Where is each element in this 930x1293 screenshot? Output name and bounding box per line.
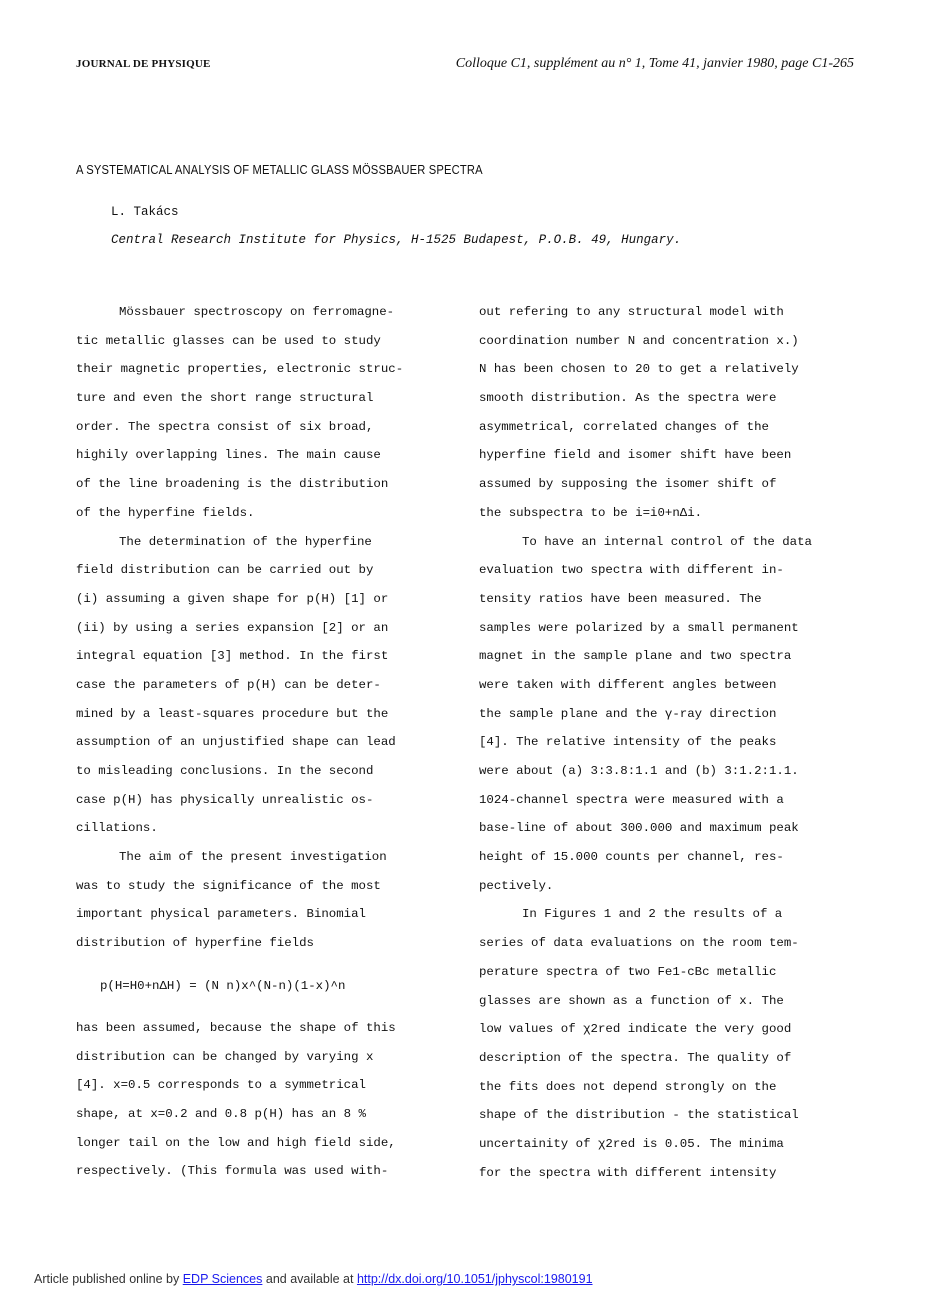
text-line: uncertainity of χ2red is 0.05. The minima [479,1136,784,1151]
text-line: for the spectra with different intensity [479,1165,777,1180]
publisher-link[interactable]: EDP Sciences [182,1272,263,1286]
text-line: was to study the significance of the most [76,878,381,893]
text-line: series of data evaluations on the room tem- [479,936,799,951]
text-line: The determination of the hyperfine [119,534,372,549]
text-line: assumed by supposing the isomer shift of [479,477,777,492]
text-line: To have an internal control of the data [522,534,812,549]
text-line: perature spectra of two Fe1-cBc metallic [479,964,777,979]
text-line: mined by a least-squares procedure but the [76,706,389,721]
text-line: the subspectra to be i=i0+nΔi. [479,505,703,520]
article-author: L. Takács [111,205,179,219]
text-line: The aim of the present investigation [119,850,387,865]
text-line: coordination number N and concentration x.) [479,333,799,348]
text-line: tic metallic glasses can be used to study [76,333,381,348]
text-line: tensity ratios have been measured. The [479,591,762,606]
text-line: [4]. x=0.5 corresponds to a symmetrical [76,1078,366,1093]
text-line: samples were polarized by a small permanent [479,620,799,635]
author-affiliation: Central Research Institute for Physics, H-1525 Budapest, P.O.B. 49, Hungary. [111,233,682,247]
journal-name: JOURNAL DE PHYSIQUE [76,58,211,70]
text-line: shape, at x=0.2 and 0.8 p(H) has an 8 % [76,1106,366,1121]
left-column [76,298,456,1186]
text-line: (i) assuming a given shape for p(H) [1] or [76,591,389,606]
text-line: of the line broadening is the distribution [76,477,389,492]
text-line: N has been chosen to 20 to get a relatively [479,362,799,377]
doi-link[interactable]: http://dx.doi.org/10.1051/jphyscol:1980191 [356,1272,593,1286]
text-line: asymmetrical, correlated changes of the [479,419,769,434]
publication-footer [34,1272,593,1286]
text-line: Mössbauer spectroscopy on ferromagne- [119,305,395,319]
text-line: were taken with different angles between [479,677,777,692]
right-column [479,298,859,1187]
text-line: glasses are shown as a function of x. The [479,993,784,1008]
text-line: integral equation [3] method. In the first [76,649,389,664]
citation-line: Colloque C1, supplément au n° 1, Tome 41, janvier 1980, page C1-265 [455,56,854,71]
text-line: field distribution can be carried out by [76,563,374,578]
article-title: A SYSTEMATICAL ANALYSIS OF METALLIC GLASS MÖSSBAUER SPECTRA [76,162,483,177]
text-line: the fits does not depend strongly on the [479,1079,777,1094]
text-line: longer tail on the low and high field side, [76,1135,396,1150]
text-line: magnet in the sample plane and two spectra [479,649,792,664]
text-line: shape of the distribution - the statistical [479,1108,799,1123]
text-line: description of the spectra. The quality of [479,1050,792,1065]
text-line: has been assumed, because the shape of this [76,1020,396,1035]
text-line: low values of χ2red indicate the very good [479,1022,792,1037]
binomial-formula: p(H=H0+nΔH) = (N n)x^(N-n)(1-x)^n [100,978,346,993]
text-line: out refering to any structural model with [479,305,784,319]
text-line: distribution can be changed by varying x [76,1049,374,1064]
text-line: 1024-channel spectra were measured with a [479,792,784,807]
text-line: ture and even the short range structural [76,391,374,406]
footer-prefix: Article published online by [34,1272,180,1286]
text-line: their magnetic properties, electronic struc- [76,362,404,377]
text-line: to misleading conclusions. In the second [76,764,374,778]
text-line: were about (a) 3:3.8:1.1 and (b) 3:1.2:1.1. [479,764,799,778]
text-line: height of 15.000 counts per channel, res- [479,850,784,865]
text-line: In Figures 1 and 2 the results of a [522,907,783,922]
text-line: [4]. The relative intensity of the peaks [479,735,777,750]
text-line: assumption of an unjustified shape can lead [76,735,396,750]
text-line: pectively. [479,878,554,893]
text-line: (ii) by using a series expansion [2] or an [76,620,389,635]
footer-middle: and available at [265,1272,354,1286]
text-line: important physical parameters. Binomial [76,907,366,922]
text-line: distribution of hyperfine fields [76,936,314,951]
text-line: order. The spectra consist of six broad, [76,419,374,434]
text-line: respectively. (This formula was used with- [76,1164,389,1179]
text-line: evaluation two spectra with different in- [479,563,784,578]
text-line: hyperfine field and isomer shift have been [479,448,792,463]
text-line: cillations. [76,821,158,836]
text-line: base-line of about 300.000 and maximum peak [479,821,799,836]
text-line: case the parameters of p(H) can be deter- [76,677,381,692]
text-line: highily overlapping lines. The main cause [76,448,381,463]
text-line: the sample plane and the γ-ray direction [479,706,777,721]
text-line: smooth distribution. As the spectra were [479,391,777,406]
text-line: of the hyperfine fields. [76,505,255,520]
text-line: case p(H) has physically unrealistic os- [76,792,374,807]
